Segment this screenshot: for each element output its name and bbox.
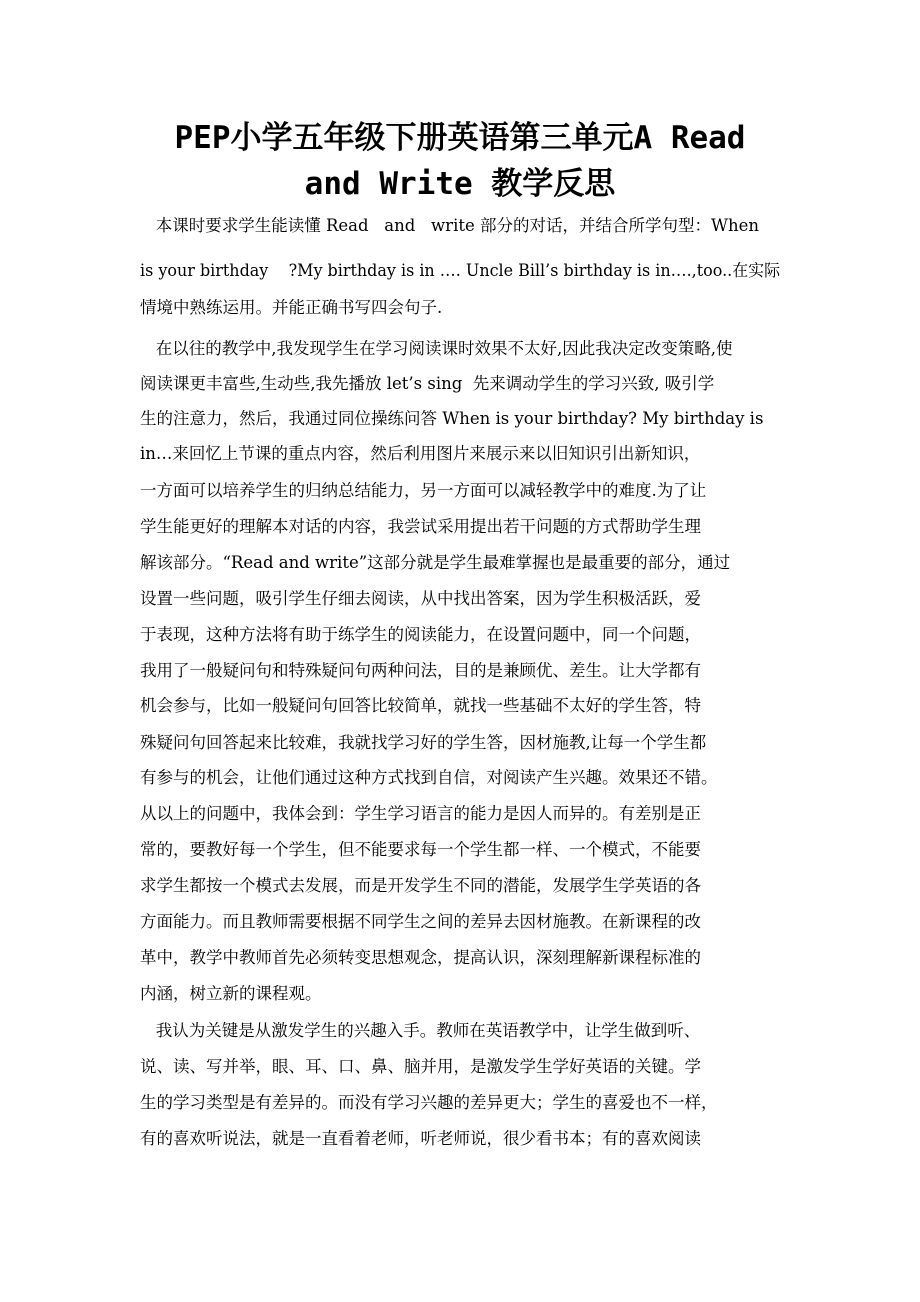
body-line: 革中，教学中教师首先必须转变思想观念，提高认识，深刻理解新课程标准的 xyxy=(140,948,701,967)
body-line: 方面能力。而且教师需要根据不同学生之间的差异去因材施教。在新课程的改 xyxy=(140,912,701,931)
body-line: 解该部分。“Read and write”这部分就是学生最难掌握也是最重要的部分，通过 xyxy=(140,553,731,572)
body-line: 我用了一般疑问句和特殊疑问句两种问法，目的是兼顾优、差生。让大学都有 xyxy=(140,661,701,680)
body-line: 说、读、写并举，眼、耳、口、鼻、脑并用，是激发学生学好英语的关键。学 xyxy=(140,1057,701,1076)
body-line: 情境中熟练运用。并能正确书写四会句子. xyxy=(140,298,443,317)
body-line: is your birthday ?My birthday is in …. Uncle Bill’s birthday is in….,too..在实际 xyxy=(140,261,781,280)
title-line-1: PEP小学五年级下册英语第三单元A Read xyxy=(174,120,746,156)
body-line: 殊疑问句回答起来比较难，我就找学习好的学生答，因材施教,让每一个学生都 xyxy=(140,733,707,752)
body-line: 内涵，树立新的课程观。 xyxy=(140,984,322,1003)
body-line: 本课时要求学生能读懂 Read and write 部分的对话，并结合所学句型：When xyxy=(140,216,759,235)
body-line: 设置一些问题，吸引学生仔细去阅读，从中找出答案，因为学生积极活跃，爱 xyxy=(140,589,701,608)
body-line: 有的喜欢听说法，就是一直看着老师，听老师说，很少看书本；有的喜欢阅读 xyxy=(140,1129,701,1148)
body-line: 我认为关键是从激发学生的兴趣入手。教师在英语教学中，让学生做到听、 xyxy=(140,1021,701,1040)
body-line: 阅读课更丰富些,生动些,我先播放 let’s sing 先来调动学生的学习兴致, 吸引学 xyxy=(140,374,715,393)
body-line: 一方面可以培养学生的归纳总结能力，另一方面可以减轻教学中的难度.为了让 xyxy=(140,481,707,500)
body-line: in…来回忆上节课的重点内容，然后利用图片来展示来以旧知识引出新知识， xyxy=(140,444,701,463)
body-line: 学生能更好的理解本对话的内容，我尝试采用提出若干问题的方式帮助学生理 xyxy=(140,517,701,536)
body-line: 常的，要教好每一个学生，但不能要求每一个学生都一样、一个模式，不能要 xyxy=(140,840,701,859)
title-line-2: and Write 教学反思 xyxy=(304,166,616,202)
body-line: 于表现，这种方法将有助于练学生的阅读能力，在设置问题中，同一个问题， xyxy=(140,625,701,644)
body-line: 生的学习类型是有差异的。而没有学习兴趣的差异更大；学生的喜爱也不一样， xyxy=(140,1093,718,1112)
body-line: 求学生都按一个模式去发展，而是开发学生不同的潜能，发展学生学英语的各 xyxy=(140,876,701,895)
body-line: 有参与的机会，让他们通过这种方式找到自信，对阅读产生兴趣。效果还不错。 xyxy=(140,768,718,787)
body-line: 机会参与，比如一般疑问句回答比较简单，就找一些基础不太好的学生答，特 xyxy=(140,696,701,715)
body-line: 从以上的问题中，我体会到：学生学习语言的能力是因人而异的。有差别是正 xyxy=(140,804,701,823)
body-line: 生的注意力，然后，我通过同位操练问答 When is your birthday? My birthday is xyxy=(140,409,764,428)
body-line: 在以往的教学中,我发现学生在学习阅读课时效果不太好,因此我决定改变策略,使 xyxy=(140,339,733,358)
